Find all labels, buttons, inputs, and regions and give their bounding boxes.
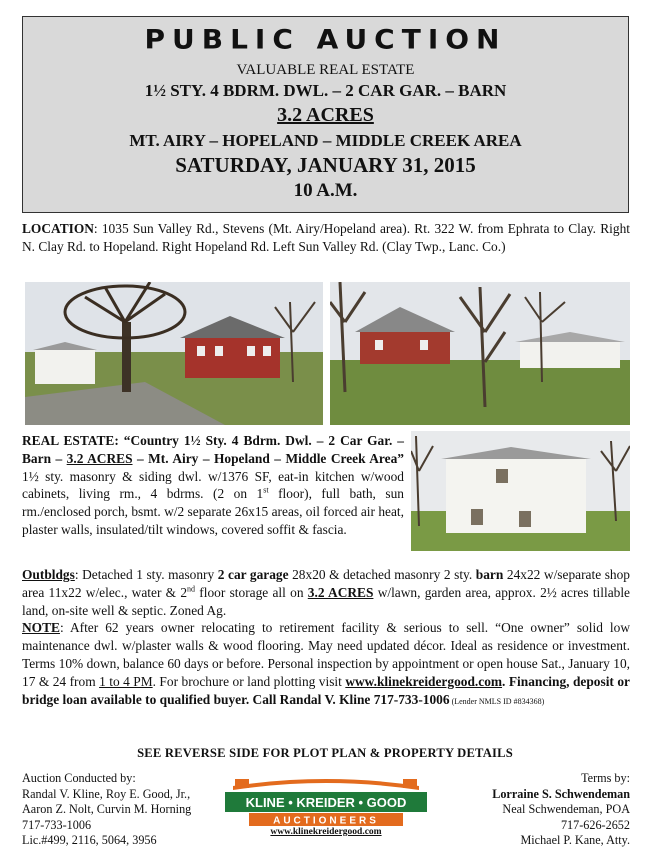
website-link[interactable]: www.klinekreidergood.com — [345, 673, 503, 689]
area-line: MT. AIRY – HOPELAND – MIDDLE CREEK AREA — [129, 131, 522, 150]
location-paragraph — [22, 220, 630, 256]
auctioneer-license: Lic.#499, 2116, 5064, 3956 — [22, 833, 157, 848]
auction-date: SATURDAY, JANUARY 31, 2015 — [175, 153, 476, 177]
auction-header-box — [22, 16, 629, 213]
seller-name: Lorraine S. Schwendeman — [492, 786, 630, 801]
auctioneer-info — [22, 771, 191, 849]
outbuildings-label: Outbldgs — [22, 567, 75, 582]
real-estate-intro-2: – Mt. Airy – Hopeland – Middle Creek Area” — [132, 450, 404, 466]
auction-time: 10 A.M. — [293, 180, 358, 201]
location-label: LOCATION — [22, 221, 94, 236]
outbuildings-text-4: floor storage all on — [195, 584, 308, 600]
note-label: NOTE — [22, 620, 60, 636]
terms-heading: Terms by: — [581, 771, 630, 785]
real-estate-text-2: floor), full bath, sun rm./enclosed porch, bsmt. w/2 separate 26x15 areas, oil forced air heat, plaster walls, insulated/tilt windows, covered soffit & fascia. — [22, 486, 404, 537]
outbuildings-text-2: 28x20 & detached masonry 2 sty. — [288, 567, 476, 582]
logo-name: KLINE • KREIDER • GOOD — [245, 795, 407, 810]
outbuildings-text-1: : Detached 1 sty. masonry — [74, 567, 218, 582]
barn-photo — [411, 431, 630, 551]
location-text: : 1035 Sun Valley Rd., Stevens (Mt. Airy/Hopeland area). Rt. 322 W. from Ephrata to Clay. Right N. Clay Rd. to Hopeland. Right Hopeland Rd. Left Sun Valley Rd. (Clay Twp., Lanc. Co.) — [22, 221, 630, 254]
barn-highlight: barn — [475, 567, 504, 582]
note-text-2: . For brochure or land plotting visit — [152, 673, 346, 689]
poa-name: Neal Schwendeman, POA — [502, 802, 630, 817]
lender-license: (Lender NMLS ID #834368) — [449, 696, 545, 706]
outbuildings-acres: 3.2 ACRES — [307, 584, 374, 600]
auctioneer-line: Aaron Z. Nolt, Curvin M. Horning — [22, 802, 192, 817]
real-estate-sup: st — [263, 485, 269, 495]
house-photo-rear — [330, 282, 630, 425]
outbuildings-sup: nd — [187, 584, 196, 594]
real-estate-intro: : “Country 1½ Sty. 4 Bdrm. Dwl. – 2 Car Gar. – Barn – — [22, 433, 404, 466]
attorney-name: Michael P. Kane, Atty. — [520, 833, 630, 848]
note-text-1: : After 62 years owner relocating to retirement facility & serious to sell. “One owner” solid low maintenance dwl. w/plaster walls & wood flooring. May need updated décor. Ideal as residence or investment. Terms 10% down, balance 60 days or before. Personal inspection by appointment or open house Sat., January 10, 17 & 24 from — [22, 620, 630, 689]
outbuildings-note-paragraph — [22, 566, 630, 710]
house-photo-front — [25, 282, 323, 425]
auctioneer-line: Randal V. Kline, Roy E. Good, Jr., — [22, 786, 191, 801]
property-summary: 1½ STY. 4 BDRM. DWL. – 2 CAR GAR. – BARN — [144, 81, 507, 100]
outbuildings-text-5: w/lawn, garden area, approx. 2½ acres tillable land, on-site well & septic. Zoned Ag. — [22, 584, 630, 618]
terms-info — [492, 771, 630, 849]
acreage: 3.2 ACRES — [277, 104, 374, 126]
note-text-3: . Financing, deposit or bridge loan available to qualified buyer. Call Randal V. Kline 717-733-1006 — [22, 673, 630, 707]
open-house-hours: 1 to 4 PM — [99, 673, 153, 689]
auction-subtitle: VALUABLE REAL ESTATE — [236, 62, 415, 78]
auction-title: PUBLIC AUCTION — [144, 23, 507, 56]
logo-website-link[interactable]: www.klinekreidergood.com — [270, 827, 382, 837]
real-estate-paragraph — [22, 432, 404, 539]
real-estate-text-1: 1½ sty. masonry & siding dwl. w/1376 SF, eat-in kitchen w/wood cabinets, living rm., 4 bdrms. (2 on 1 — [22, 468, 404, 502]
reverse-side-note: SEE REVERSE SIDE FOR PLOT PLAN & PROPERTY DETAILS — [137, 746, 513, 760]
terms-phone: 717-626-2652 — [560, 817, 630, 832]
outbuildings-text-3: 24x22 w/separate shop area 11x22 w/elec., water & 2 — [22, 567, 630, 600]
real-estate-acres: 3.2 ACRES — [66, 450, 133, 466]
garage-highlight: 2 car garage — [217, 567, 289, 582]
auctioneer-phone: 717-733-1006 — [22, 817, 92, 832]
logo-tagline: AUCTIONEERS — [273, 815, 379, 827]
real-estate-label: REAL ESTATE — [22, 433, 115, 448]
auctioneer-line: Auction Conducted by: — [22, 771, 136, 785]
